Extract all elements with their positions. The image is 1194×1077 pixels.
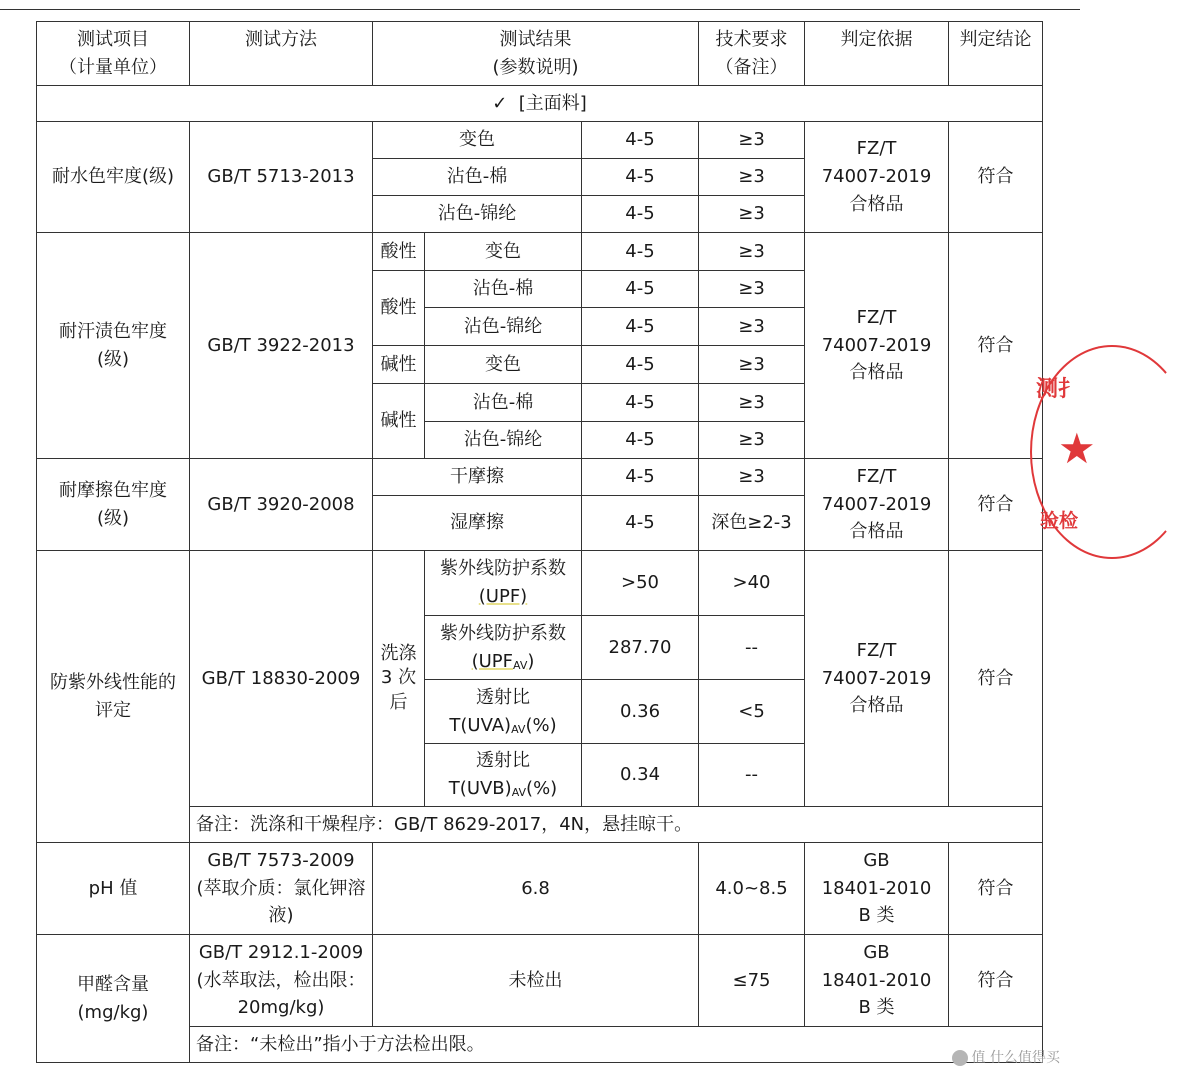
requirement-cell: ≥3 — [699, 271, 805, 308]
param-cell: 沾色-棉 — [373, 159, 582, 196]
param-cell: 沾色-棉 — [425, 271, 582, 308]
requirement-cell: <5 — [699, 680, 805, 744]
watermark-logo-icon — [952, 1050, 968, 1066]
conclusion-cell: 符合 — [949, 233, 1043, 459]
test-report-table — [36, 21, 1043, 1063]
acid-label: 酸性 — [373, 271, 425, 346]
method-sweat: GB/T 3922-2013 — [190, 233, 373, 459]
requirement-cell: ≥3 — [699, 422, 805, 459]
param-cell: 紫外线防护系数 $(UPF_{AV})$ — [425, 616, 582, 680]
section-row — [37, 86, 1043, 122]
method-rub: GB/T 3920-2008 — [190, 459, 373, 551]
requirement-cell: ≤75 — [699, 935, 805, 1027]
param-cell: 变色 — [373, 122, 582, 159]
item-rub-fastness: 耐摩擦色牢度 (级) — [37, 459, 190, 551]
result-cell: 4-5 — [582, 384, 699, 422]
basis-cell: FZ/T 74007-2019 合格品 — [805, 233, 949, 459]
requirement-cell: >40 — [699, 551, 805, 616]
result-cell: 4-5 — [582, 496, 699, 551]
requirement-cell: -- — [699, 744, 805, 807]
requirement-cell: ≥3 — [699, 459, 805, 496]
table-row — [37, 122, 1043, 159]
item-sweat-fastness: 耐汗渍色牢度 (级) — [37, 233, 190, 459]
result-cell: 4-5 — [582, 308, 699, 346]
formaldehyde-note: 备注：“未检出”指小于方法检出限。 — [190, 1027, 1043, 1063]
conclusion-cell: 符合 — [949, 459, 1043, 551]
header-judgement-basis: 判定依据 — [805, 22, 949, 86]
result-cell: 0.34 — [582, 744, 699, 807]
param-cell: 紫外线防护系数 (UPF) — [425, 551, 582, 616]
wash-condition: 洗涤 3 次 后 — [373, 551, 425, 807]
header-conclusion: 判定结论 — [949, 22, 1043, 86]
requirement-cell: ≥3 — [699, 346, 805, 384]
param-cell: 沾色-锦纶 — [425, 308, 582, 346]
item-water-fastness: 耐水色牢度(级) — [37, 122, 190, 233]
method-ph: GB/T 7573-2009 (萃取介质：氯化钾溶 液) — [190, 843, 373, 935]
result-cell: 4-5 — [582, 196, 699, 233]
item-ph: pH 值 — [37, 843, 190, 935]
stamp-text-top: 测扌 — [1036, 377, 1081, 402]
conclusion-cell: 符合 — [949, 935, 1043, 1027]
result-cell: 4-5 — [582, 159, 699, 196]
header-test-item: 测试项目 （计量单位） — [37, 22, 190, 86]
basis-cell: FZ/T 74007-2019 合格品 — [805, 459, 949, 551]
requirement-cell: ≥3 — [699, 122, 805, 159]
conclusion-cell: 符合 — [949, 122, 1043, 233]
method-uv: GB/T 18830-2009 — [190, 551, 373, 807]
result-cell: 4-5 — [582, 233, 699, 271]
result-cell: 4-5 — [582, 459, 699, 496]
table-row — [37, 843, 1043, 935]
basis-cell: FZ/T 74007-2019 合格品 — [805, 551, 949, 807]
item-uv-protection: 防紫外线性能的 评定 — [37, 551, 190, 843]
table-row — [37, 551, 1043, 616]
site-watermark: 值 什么值得买 — [971, 1050, 1060, 1066]
table-row — [37, 233, 1043, 271]
check-icon: ✓ — [492, 92, 508, 114]
alkali-label: 碱性 — [373, 384, 425, 459]
conclusion-cell: 符合 — [949, 551, 1043, 807]
section-main-fabric: ✓ [主面料] — [37, 86, 1043, 122]
top-rule — [0, 9, 1080, 10]
conclusion-cell: 符合 — [949, 843, 1043, 935]
header-tech-requirement: 技术要求 （备注） — [699, 22, 805, 86]
requirement-cell: ≥3 — [699, 308, 805, 346]
requirement-cell: -- — [699, 616, 805, 680]
basis-cell: GB 18401-2010 B 类 — [805, 935, 949, 1027]
requirement-cell: ≥3 — [699, 159, 805, 196]
result-cell: 未检出 — [373, 935, 699, 1027]
requirement-cell: 深色≥2-3 — [699, 496, 805, 551]
requirement-cell: ≥3 — [699, 196, 805, 233]
requirement-cell: ≥3 — [699, 384, 805, 422]
uv-note: 备注：洗涤和干燥程序：GB/T 8629-2017，4N，悬挂晾干。 — [190, 807, 1043, 843]
param-cell: 透射比 $T(UVA)_{AV}(\%)$ — [425, 680, 582, 744]
acid-label: 酸性 — [373, 233, 425, 271]
result-cell: 4-5 — [582, 346, 699, 384]
item-formaldehyde: 甲醛含量 (mg/kg) — [37, 935, 190, 1063]
method-formaldehyde: GB/T 2912.1-2009 (水萃取法，检出限： 20mg/kg) — [190, 935, 373, 1027]
param-cell: 沾色-棉 — [425, 384, 582, 422]
result-cell: 4-5 — [582, 422, 699, 459]
table-row — [37, 459, 1043, 496]
header-test-method: 测试方法 — [190, 22, 373, 86]
basis-cell: FZ/T 74007-2019 合格品 — [805, 122, 949, 233]
result-cell: 4-5 — [582, 271, 699, 308]
basis-cell: GB 18401-2010 B 类 — [805, 843, 949, 935]
param-cell: 沾色-锦纶 — [373, 196, 582, 233]
result-cell: 4-5 — [582, 122, 699, 159]
header-test-result: 测试结果 (参数说明) — [373, 22, 699, 86]
stamp-star-icon: ★ — [1058, 424, 1096, 473]
result-cell: 6.8 — [373, 843, 699, 935]
stamp-text-bottom: 验检 — [1040, 510, 1079, 532]
result-cell: >50 — [582, 551, 699, 616]
param-cell: 变色 — [425, 346, 582, 384]
table-row — [37, 935, 1043, 1027]
result-cell: 0.36 — [582, 680, 699, 744]
alkali-label: 碱性 — [373, 346, 425, 384]
method-water: GB/T 5713-2013 — [190, 122, 373, 233]
param-cell: 透射比 $T(UVB)_{AV}(\%)$ — [425, 744, 582, 807]
result-cell: 287.70 — [582, 616, 699, 680]
param-cell: 变色 — [425, 233, 582, 271]
param-cell: 湿摩擦 — [373, 496, 582, 551]
requirement-cell: ≥3 — [699, 233, 805, 271]
requirement-cell: 4.0~8.5 — [699, 843, 805, 935]
param-cell: 沾色-锦纶 — [425, 422, 582, 459]
param-cell: 干摩擦 — [373, 459, 582, 496]
header-row — [37, 22, 1043, 86]
